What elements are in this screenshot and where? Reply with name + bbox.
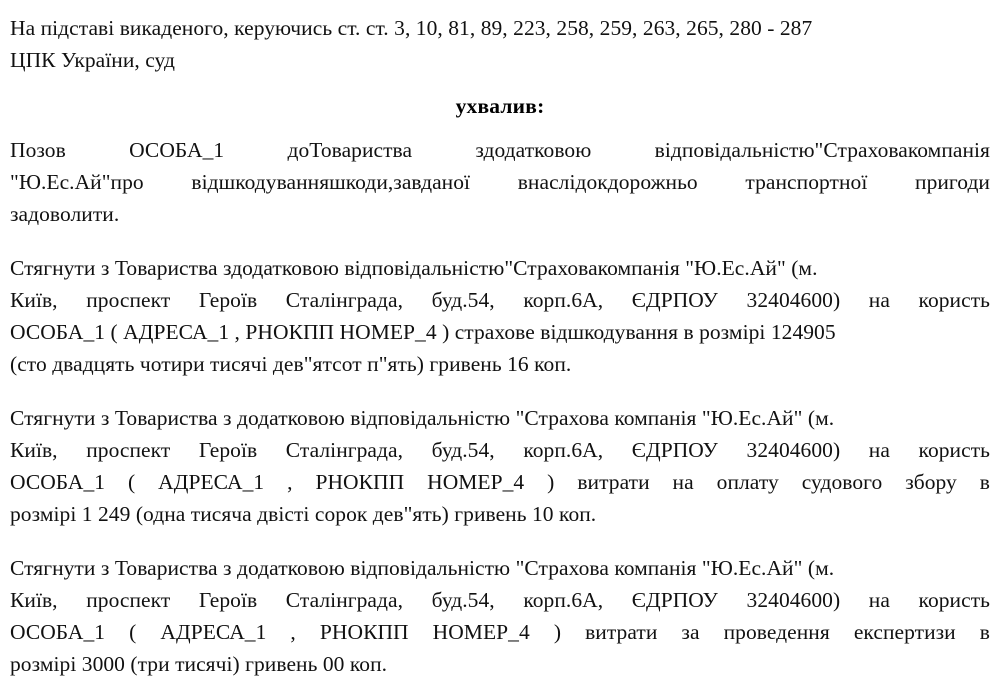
paragraph-gap xyxy=(10,380,990,402)
ruling-4-line-2: Київ, проспект Героїв Сталінграда, буд.54, корп.6А, ЄДРПОУ 32404600) на користь xyxy=(10,588,990,612)
paragraph-ruling-2 xyxy=(10,252,990,380)
ruling-2-line-3: ОСОБА_1 ( АДРЕСА_1 , РНОКПП НОМЕР_4 ) страхове відшкодування в розмірі 124905 xyxy=(10,320,836,344)
ruling-2-line-2: Київ, проспект Героїв Сталінграда, буд.54, корп.6А, ЄДРПОУ 32404600) на користь xyxy=(10,288,990,312)
paragraph-ruling-3 xyxy=(10,402,990,530)
ruling-3-line-4: розмірі 1 249 (одна тисяча двісті сорок дев"ять) гривень 10 коп. xyxy=(10,502,597,526)
paragraph-intro xyxy=(10,12,990,76)
ruling-1-line-1: Позов ОСОБА_1 доТовариства здодатковою відповідальністю"Страховакомпанія xyxy=(10,138,990,162)
ruling-heading-wrap xyxy=(10,76,990,134)
paragraph-ruling-4 xyxy=(10,552,990,680)
ruling-3-line-2: Київ, проспект Героїв Сталінграда, буд.54, корп.6А, ЄДРПОУ 32404600) на користь xyxy=(10,438,990,462)
paragraph-gap xyxy=(10,530,990,552)
intro-line-2: ЦПК України, суд xyxy=(10,48,175,72)
ruling-heading: ухвалив: xyxy=(455,94,545,118)
paragraph-ruling-1 xyxy=(10,134,990,230)
ruling-3-line-1: Стягнути з Товариства з додатковою відповідальністю "Страхова компанія "Ю.Ес.Ай" (м. xyxy=(10,406,835,430)
ruling-2-line-4: (сто двадцять чотири тисячі дев"ятсот п"ять) гривень 16 коп. xyxy=(10,352,572,376)
intro-line-1: На підставі викаденого, керуючись ст. ст. 3, 10, 81, 89, 223, 258, 259, 263, 265, 280 - 287 xyxy=(10,16,813,40)
ruling-2-line-1: Стягнути з Товариства здодатковою відповідальністю"Страховакомпанія "Ю.Ес.Ай" (м. xyxy=(10,256,818,280)
paragraph-gap xyxy=(10,230,990,252)
ruling-4-line-3: ОСОБА_1 ( АДРЕСА_1 , РНОКПП НОМЕР_4 ) витрати за проведення експертизи в xyxy=(10,620,990,644)
ruling-4-line-4: розмірі 3000 (три тисячі) гривень 00 коп. xyxy=(10,652,388,676)
ruling-1-line-3: задоволити. xyxy=(10,202,120,226)
ruling-3-line-3: ОСОБА_1 ( АДРЕСА_1 , РНОКПП НОМЕР_4 ) витрати на оплату судового збору в xyxy=(10,470,990,494)
ruling-4-line-1: Стягнути з Товариства з додатковою відповідальністю "Страхова компанія "Ю.Ес.Ай" (м. xyxy=(10,556,835,580)
ruling-1-line-2: "Ю.Ес.Ай"про відшкодуванняшкоди,завданої внаслідокдорожньо транспортної пригоди xyxy=(10,170,990,194)
